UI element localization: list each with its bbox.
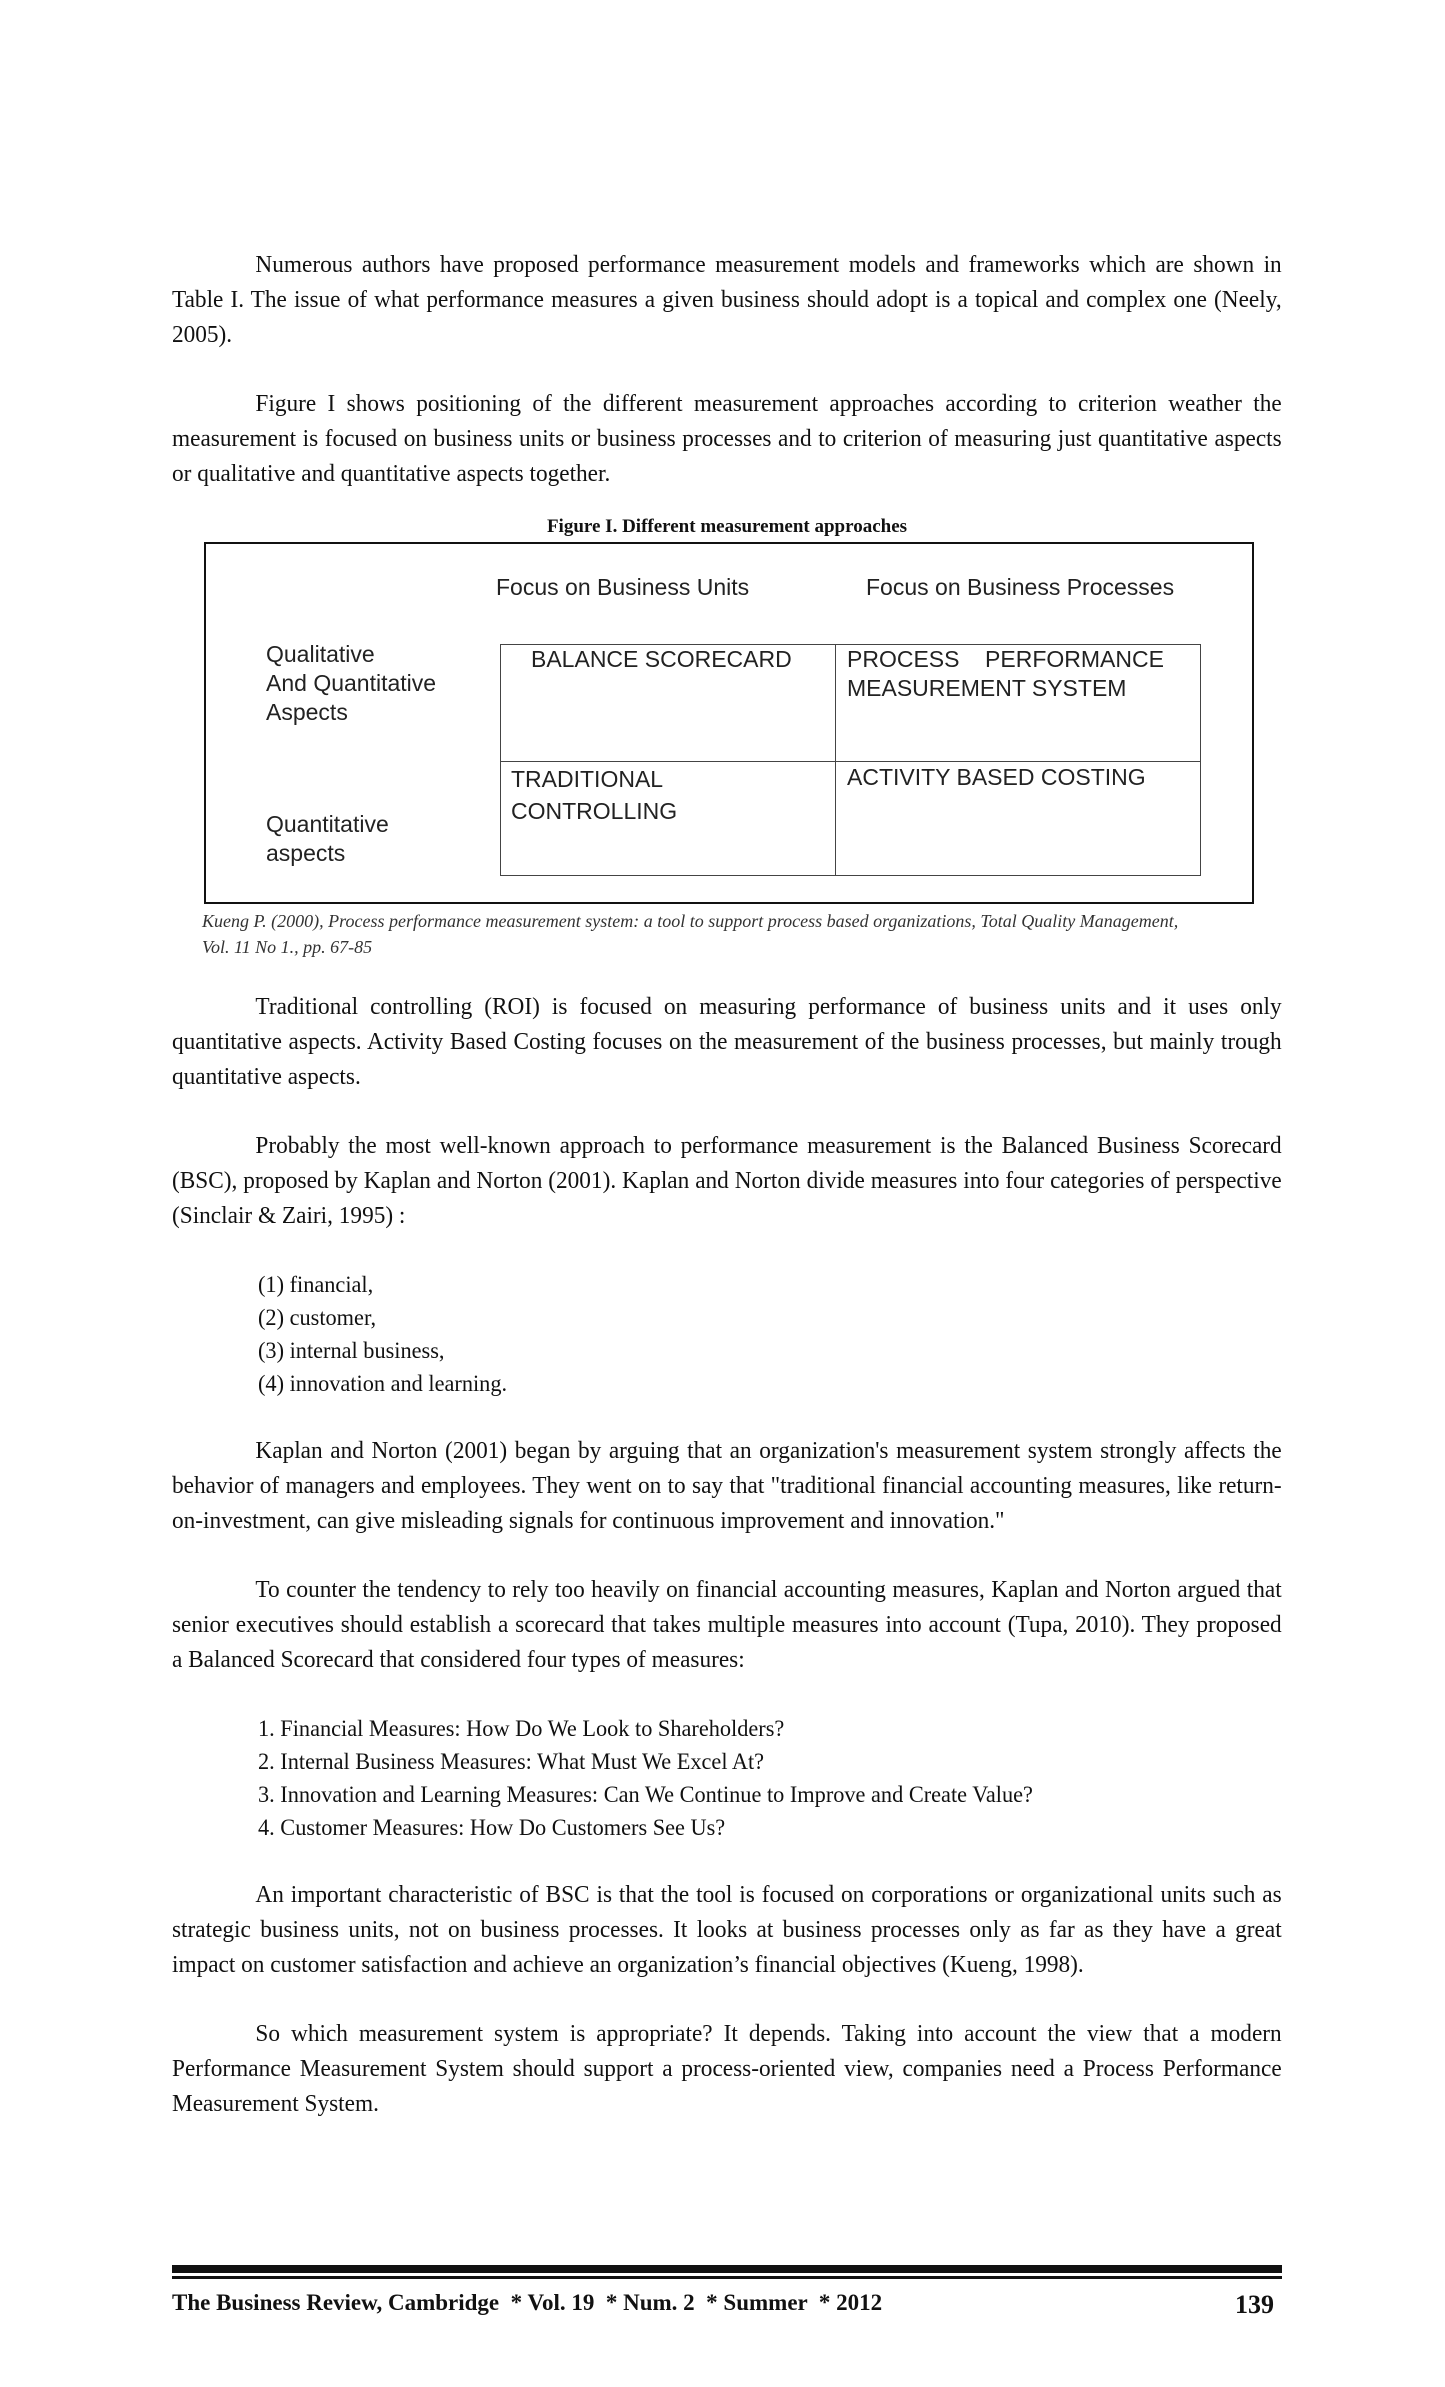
measures-list	[258, 1712, 1251, 1844]
row-label-line: And Quantitative	[266, 670, 437, 696]
column-header-business-units: Focus on Business Units	[496, 574, 750, 600]
cell-activity-based-costing: ACTIVITY BASED COSTING	[847, 764, 1146, 790]
footer-rule	[172, 2276, 1282, 2279]
cell-line: CONTROLLING	[511, 798, 678, 824]
row-label-line: Quantitative	[266, 811, 389, 837]
source-line: Kueng P. (2000), Process performance measurement system: a tool to support process based organizations, Total Quality Management,	[202, 911, 1179, 931]
list-item: (2) customer,	[258, 1305, 377, 1330]
paragraph: Figure I shows positioning of the different measurement approaches according to criterion weather the measurement is focused on business units or business processes and to criterion of measuring just quantitative aspects or qualitative and quantitative aspects together.	[172, 391, 1282, 487]
row-label-line: Qualitative	[266, 641, 375, 667]
paragraph: An important characteristic of BSC is that the tool is focused on corporations or organizational units such as strategic business units, not on business processes. It looks at business processes only as far as they have a great impact on customer satisfaction and achieve an organization’s financial objectives (Kueng, 1998).	[172, 1882, 1282, 1978]
row-label-line: Aspects	[266, 699, 348, 725]
list-item: 1. Financial Measures: How Do We Look to Shareholders?	[258, 1716, 785, 1741]
figure-source	[202, 908, 1282, 960]
list-item: (1) financial,	[258, 1272, 374, 1297]
figure-measurement-approaches	[204, 542, 1254, 904]
paragraph: Numerous authors have proposed performance measurement models and frameworks which are shown in Table I. The issue of what performance measures a given business should adopt is a topical and complex one (Neely, 2005).	[172, 252, 1282, 348]
page-footer	[172, 2290, 1282, 2319]
row-label-quantitative	[266, 810, 389, 868]
cell-line: PROCESS PERFORMANCE	[847, 646, 1164, 672]
list-item: 2. Internal Business Measures: What Must We Excel At?	[258, 1749, 765, 1774]
cell-line: TRADITIONAL	[511, 766, 664, 792]
paragraph: Kaplan and Norton (2001) began by arguing that an organization's measurement system strongly affects the behavior of managers and employees. They went on to say that "traditional financial accounting measures, like return-on-investment, can give misleading signals for continuous improvement and innovation."	[172, 1438, 1282, 1534]
cell-process-performance	[837, 645, 1201, 703]
page-number: 139	[1235, 2290, 1274, 2319]
list-item: (4) innovation and learning.	[258, 1371, 508, 1396]
footer-rule	[172, 2265, 1282, 2273]
journal-citation: The Business Review, Cambridge * Vol. 19 * Num. 2 * Summer * 2012	[172, 2290, 883, 2315]
paragraph: Probably the most well-known approach to performance measurement is the Balanced Business Scorecard (BSC), proposed by Kaplan and Norton (2001). Kaplan and Norton divide measures into four categories of perspective (Sinclair & Zairi, 1995) :	[172, 1133, 1282, 1229]
cell-traditional-controlling	[501, 763, 687, 827]
paragraph: Traditional controlling (ROI) is focused on measuring performance of business units and it uses only quantitative aspects. Activity Based Costing focuses on the measurement of the business processes, but mainly trough quantitative aspects.	[172, 994, 1282, 1090]
cell-balance-scorecard: BALANCE SCORECARD	[531, 646, 792, 672]
list-item: 4. Customer Measures: How Do Customers See Us?	[258, 1815, 726, 1840]
source-line: Vol. 11 No 1., pp. 67-85	[202, 937, 373, 957]
list-item: 3. Innovation and Learning Measures: Can We Continue to Improve and Create Value?	[258, 1782, 1033, 1807]
column-header-business-processes: Focus on Business Processes	[866, 574, 1175, 600]
row-label-qualitative	[266, 640, 436, 727]
cell-line: MEASUREMENT SYSTEM	[847, 675, 1127, 701]
grid-divider	[501, 761, 1200, 762]
page-content	[172, 248, 1282, 2156]
approach-grid	[500, 644, 1201, 876]
perspective-list	[258, 1268, 1251, 1400]
grid-divider	[835, 645, 836, 875]
paragraph: To counter the tendency to rely too heavily on financial accounting measures, Kaplan and Norton argued that senior executives should establish a scorecard that takes multiple measures into account (Tupa, 2010). They proposed a Balanced Scorecard that considered four types of measures:	[172, 1577, 1282, 1673]
row-label-line: aspects	[266, 840, 346, 866]
figure-caption: Figure I. Different measurement approaches	[546, 516, 908, 537]
list-item: (3) internal business,	[258, 1338, 445, 1363]
paragraph: So which measurement system is appropriate? It depends. Taking into account the view that a modern Performance Measurement System should support a process-oriented view, companies need a Process Performance Measurement System.	[172, 2021, 1282, 2117]
